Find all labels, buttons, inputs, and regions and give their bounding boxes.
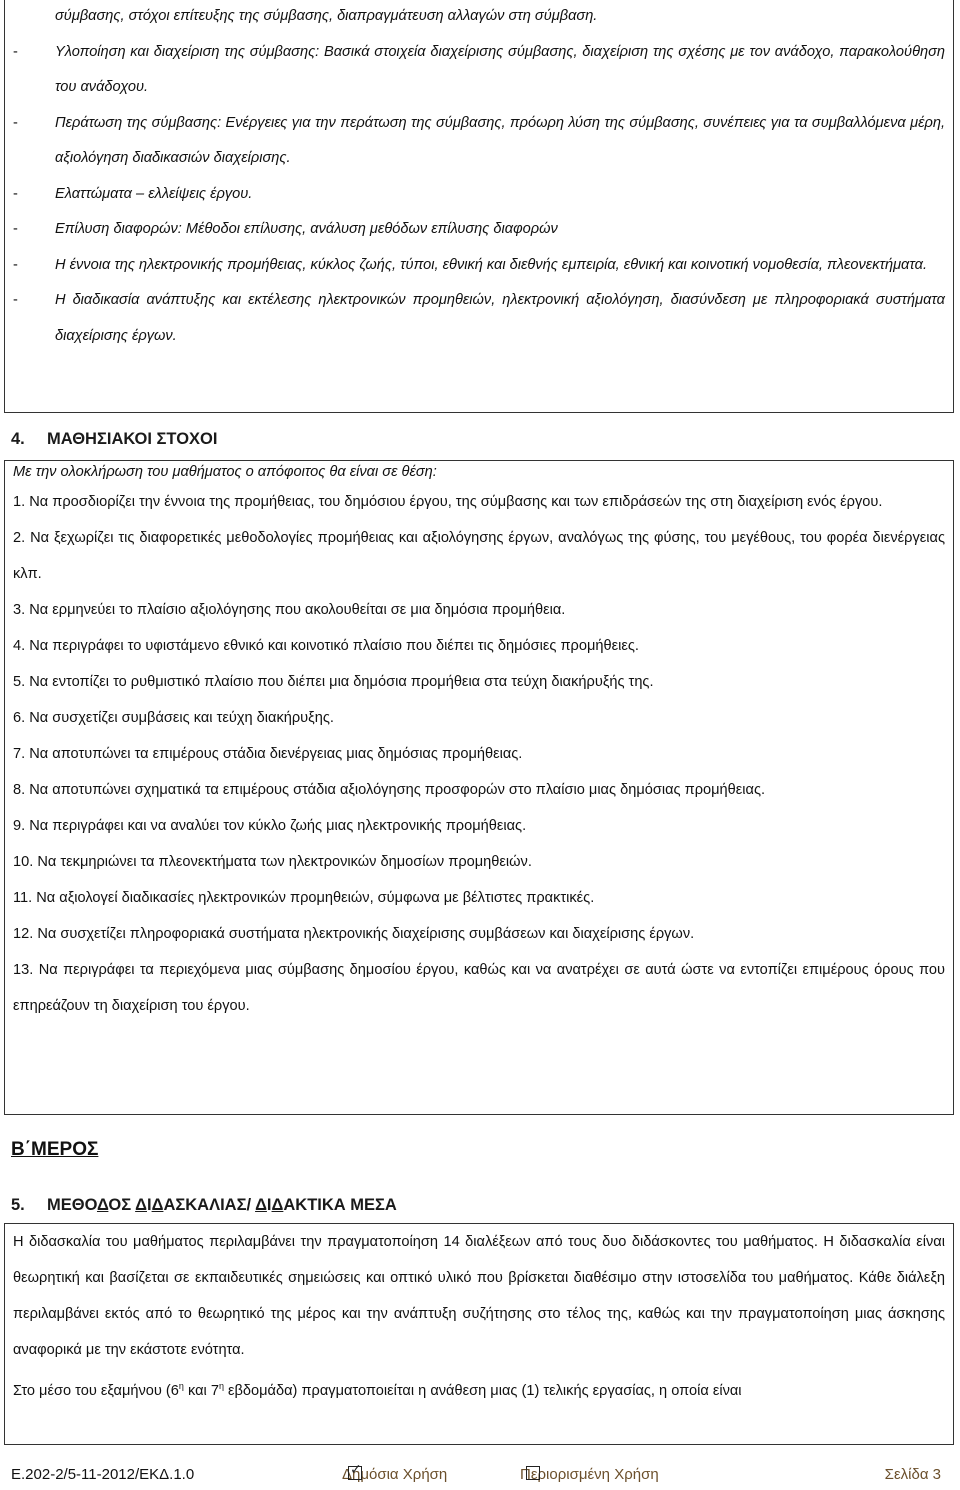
bullet-text: Υλοποίηση και διαχείριση της σύμβασης: Βασικά στοιχεία διαχείρισης σύμβασης, διαχείριση της σχέσης με τον ανάδοχο, παρακολούθηση του ανάδοχου. [55,43,945,95]
teaching-paragraph-2: Στο μέσο του εξαμήνου ($6^\eta$ και $7^\eta$ εβδομάδα) πραγματοποιείται η ανάθεση μιας (1) τελικής εργασίας, η οποία είναι [13,1381,742,1399]
bullet-text: Ελαττώματα – ελλείψεις έργου. [55,185,253,202]
section-5-title: ΜΕΘΟΔΟΣ ΔΙΔΑΣΚΑΛΙΑΣ/ ΔΙΔΑΚΤΙΚΑ ΜΕΣΑ [47,1196,397,1214]
bullet-text: Η έννοια της ηλεκτρονικής προμήθειας, κύκλος ζωής, τύποι, εθνική και διεθνής εμπειρία, εθνική και κοινοτική νομοθεσία, πλεονεκτήματα. [55,256,928,273]
section-5-heading [11,1196,397,1215]
objective-item: 3. Να ερμηνεύει το πλαίσιο αξιολόγησης που ακολουθείται σε μια δημόσια προμήθεια. [13,602,566,618]
bullet-dash: - [13,221,18,237]
bullet-text: σύμβασης, στόχοι επίτευξης της σύμβασης, διαπραγμάτευση αλλαγών στη σύμβαση. [55,8,598,24]
objective-item: 2. Να ξεχωρίζει τις διαφορετικές μεθοδολογίες προμήθειας και αξιολόγησης έργων, αναλόγως της φύσης, του μεγέθους, του φορέα διενέργειας κλπ. [13,530,945,582]
objective-item: 9. Να περιγράφει και να αναλύει τον κύκλο ζωής μιας ηλεκτρονικής προμήθειας. [13,818,527,834]
bullet-dash: - [13,185,18,202]
bullet-dash: - [13,256,18,273]
bullet-text: Η διαδικασία ανάπτυξης και εκτέλεσης ηλεκτρονικών προμηθειών, ηλεκτρονική αξιολόγηση, διασύνδεση με πληροφοριακά συστήματα διαχείρισης έργων. [55,292,945,344]
objective-item: 5. Να εντοπίζει το ρυθμιστικό πλαίσιο που διέπει μια δημόσια προμήθεια στα τεύχη διακήρυξής της. [13,674,654,690]
objective-item: 7. Να αποτυπώνει τα επιμέρους στάδια διενέργειας μιας δημόσιας προμήθειας. [13,746,523,762]
section-4-heading [11,430,217,449]
objectives-intro: Με την ολοκλήρωση του μαθήματος ο απόφοιτος θα είναι σε θέση: [13,464,437,480]
bullet-text: Επίλυση διαφορών: Μέθοδοι επίλυσης, ανάλυση μεθόδων επίλυσης διαφορών [55,221,558,237]
teaching-paragraph: Η διδασκαλία του μαθήματος περιλαμβάνει την πραγματοποίηση 14 διαλέξεων από τους δυο διδάσκοντες του μαθήματος. Η διδασκαλία είναι θεωρητική και βασίζεται σε εκπαιδευτικές σημειώσεις και οπτικό υλικό που βρίσκεται διαθέσιμο στην ιστοσελίδα του μαθήματος. Κάθε διάλεξη περιλαμβάνει εκτός από το θεωρητικό της μέρος και την ανάπτυξη συζήτησης στο τέλος της, καθώς και την πραγματοποίηση μιας άσκησης αναφορικά με την εκάστοτε ενότητα. [13,1234,945,1358]
bullet-item [5,248,945,284]
bullet-dash: - [13,292,18,308]
document-code: Ε.202-2/5-11-2012/ΕΚΔ.1.0 [11,1466,195,1483]
section-4-number: 4. [11,430,25,448]
section-5-number: 5. [11,1196,25,1214]
learning-objectives-box [4,460,954,1115]
teaching-method-box [4,1223,954,1445]
objective-item: 10. Να τεκμηριώνει τα πλεονεκτήματα των ηλεκτρονικών δημοσίων προμηθειών. [13,854,532,870]
objective-item: 8. Να αποτυπώνει σχηματικά τα επιμέρους στάδια αξιολόγησης προσφορών στο πλαίσιο μιας δημόσιας προμήθειας. [13,782,766,798]
bullet-item [5,0,945,35]
bullet-dash: - [13,43,18,60]
bullet-item [5,35,945,106]
objective-item: 12. Να συσχετίζει πληροφοριακά συστήματα ηλεκτρονικής διαχείρισης συμβάσεων και διαχείρισης έργων. [13,926,695,942]
section-4-title: ΜΑΘΗΣΙΑΚΟΙ ΣΤΟΧΟΙ [47,430,218,448]
objective-item: 1. Να προσδιορίζει την έννοια της προμήθειας, του δημόσιου έργου, της σύμβασης και των επιδράσεών της στη διαχείριση ενός έργου. [13,494,883,510]
objective-item: 4. Να περιγράφει το υφιστάμενο εθνικό και κοινοτικό πλαίσιο που διέπει τις δημόσιες προμήθειες. [13,638,639,654]
bullet-dash: - [13,114,18,131]
part-b-heading: Β΄ΜΕΡΟΣ [11,1139,99,1160]
bullet-item [5,283,945,354]
unchecked-checkbox-icon [526,1466,540,1480]
checked-checkbox-icon [348,1466,362,1480]
page-number: Σελίδα 3 [884,1466,941,1483]
content-bullets-box [4,0,954,413]
objective-item: 6. Να συσχετίζει συμβάσεις και τεύχη διακήρυξης. [13,710,334,726]
bullet-item [5,106,945,177]
objective-item: 11. Να αξιολογεί διαδικασίες ηλεκτρονικών προμηθειών, σύμφωνα με βέλτιστες πρακτικές. [13,890,595,906]
page-footer: Ε.202-2/5-11-2012/ΕΚΔ.1.0 Δημόσια Χρήση ✓ Περιορισμένη Χρήση Σελίδα 3 [11,1466,941,1490]
bullet-item [5,212,945,248]
bullet-text: Περάτωση της σύμβασης: Ενέργειες για την περάτωση της σύμβασης, πρόωρη λύση της σύμβασης, συνέπειες για τα συμβαλλόμενα μέρη, αξιολόγηση διαδικασιών διαχείρισης. [55,114,945,166]
objective-item: 13. Να περιγράφει τα περιεχόμενα μιας σύμβασης δημοσίου έργου, καθώς και να ανατρέχει σε αυτά ώστε να εντοπίζει επιμέρους όρους που επηρεάζουν τη διαχείριση του έργου. [13,962,945,1014]
bullet-item [5,177,945,213]
